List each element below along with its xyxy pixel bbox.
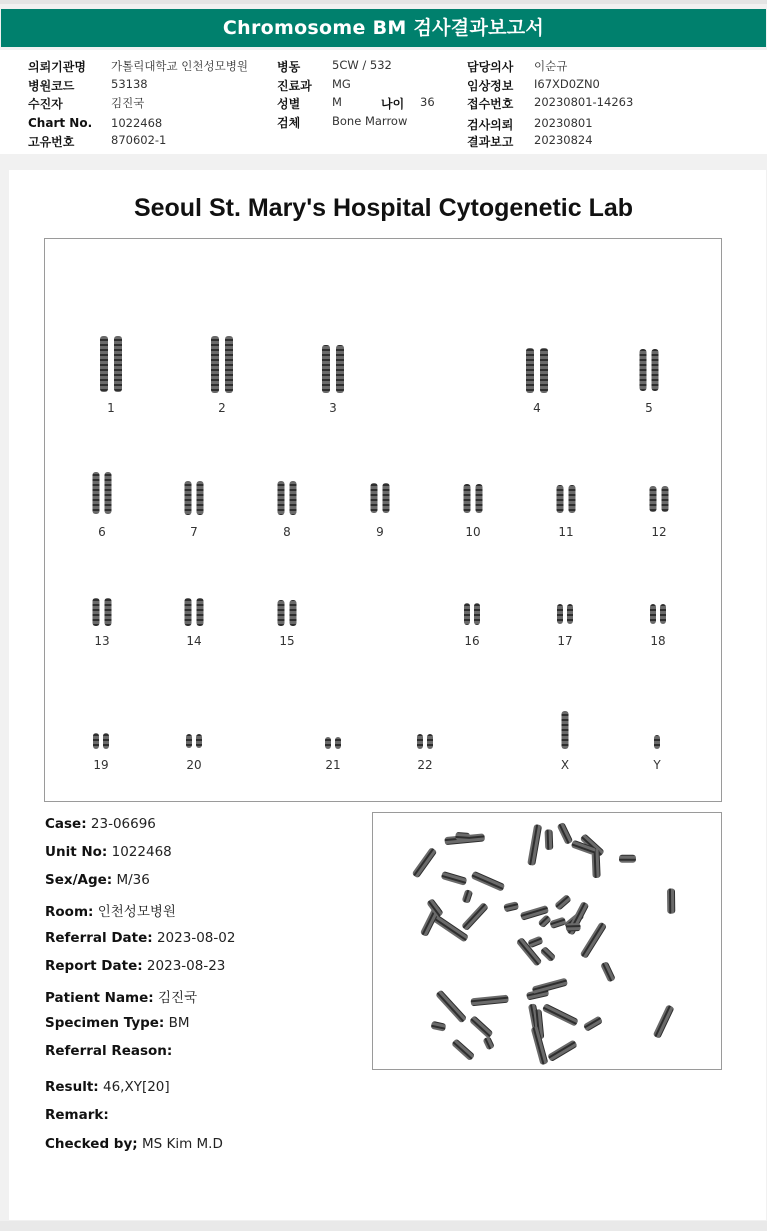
referral-reason-field: Referral Reason: bbox=[45, 1043, 173, 1059]
lab-title: Seoul St. Mary's Hospital Cytogenetic Lab bbox=[133, 194, 634, 222]
metaphase-chromosome bbox=[531, 1026, 549, 1065]
metaphase-chromosome bbox=[537, 914, 551, 928]
room-field: Room: 인천성모병원 bbox=[45, 904, 176, 920]
metaphase-panel bbox=[372, 812, 722, 1070]
chromosome-label-4: 4 bbox=[533, 401, 541, 415]
info-value-physician: 이순규 bbox=[534, 59, 568, 73]
chromosome-label-21: 21 bbox=[325, 758, 341, 772]
patient-info-panel bbox=[0, 50, 767, 154]
chromosome-label-12: 12 bbox=[651, 525, 667, 539]
chromosome-10-2 bbox=[476, 484, 483, 513]
info-value-chart-no: 1022468 bbox=[111, 116, 163, 130]
chromosome-14-1 bbox=[185, 598, 192, 626]
metaphase-chromosome bbox=[455, 832, 470, 841]
chromosome-20-2 bbox=[196, 734, 202, 748]
metaphase-chromosome bbox=[412, 847, 438, 879]
metaphase-chromosome bbox=[471, 871, 506, 892]
report-title-bar bbox=[1, 9, 766, 47]
chromosome-19-2 bbox=[103, 733, 109, 749]
chromosome-6-2 bbox=[105, 472, 112, 514]
metaphase-chromosome bbox=[566, 923, 581, 931]
info-value-test-request: 20230801 bbox=[534, 116, 593, 130]
info-label-age: 나이 bbox=[381, 97, 405, 111]
info-value-clinical-info: I67XD0ZN0 bbox=[534, 77, 600, 91]
chromosome-18-1 bbox=[650, 604, 656, 624]
info-value-result-report: 20230824 bbox=[534, 133, 593, 147]
metaphase-chromosome bbox=[667, 888, 675, 913]
chromosome-10-1 bbox=[464, 484, 471, 513]
info-label-chart-no: Chart No. bbox=[28, 116, 93, 130]
chromosome-5-2 bbox=[652, 349, 659, 391]
chromosome-11-2 bbox=[569, 485, 576, 513]
metaphase-chromosome bbox=[451, 1038, 475, 1061]
info-label-unique-id: 고유번호 bbox=[28, 135, 75, 149]
chromosome-label-17: 17 bbox=[557, 634, 573, 648]
metaphase-chromosome bbox=[482, 1036, 494, 1050]
info-value-patient: 김진국 bbox=[111, 96, 145, 110]
karyogram-image bbox=[45, 239, 721, 801]
metaphase-chromosome bbox=[527, 824, 542, 866]
chromosome-19-1 bbox=[93, 733, 99, 749]
report-title: Chromosome BM 검사결과보고서 bbox=[222, 17, 545, 39]
info-label-institution: 의뢰기관명 bbox=[28, 60, 86, 74]
chromosome-7-1 bbox=[185, 481, 192, 515]
metaphase-chromosome bbox=[600, 961, 616, 983]
top-border bbox=[0, 0, 767, 4]
chromosome-8-2 bbox=[290, 481, 297, 515]
metaphase-chromosome bbox=[583, 1015, 603, 1031]
chromosome-label-5: 5 bbox=[645, 401, 653, 415]
chromosome-13-1 bbox=[93, 598, 100, 626]
info-value-specimen: Bone Marrow bbox=[332, 114, 408, 128]
chromosome-label-7: 7 bbox=[190, 525, 198, 539]
metaphase-chromosome bbox=[549, 917, 566, 929]
chromosome-15-2 bbox=[290, 600, 297, 626]
remark-field: Remark: bbox=[45, 1107, 109, 1123]
info-label-test-request: 검사의뢰 bbox=[467, 118, 514, 132]
chromosome-2-1 bbox=[211, 336, 219, 393]
chromosome-20-1 bbox=[186, 734, 192, 748]
chromosome-label-14: 14 bbox=[186, 634, 202, 648]
metaphase-chromosome bbox=[653, 1004, 675, 1039]
chromosome-3-2 bbox=[336, 345, 344, 393]
chromosome-14-2 bbox=[197, 598, 204, 626]
bottom-border bbox=[0, 1221, 767, 1231]
chromosome-6-1 bbox=[93, 472, 100, 514]
chromosome-5-1 bbox=[640, 349, 647, 391]
metaphase-chromosome bbox=[545, 829, 554, 850]
sex-age-field: Sex/Age: M/36 bbox=[45, 872, 150, 888]
chromosome-label-13: 13 bbox=[94, 634, 110, 648]
referral-date-field: Referral Date: 2023-08-02 bbox=[45, 930, 236, 946]
chromosome-9-1 bbox=[371, 483, 378, 513]
chromosome-label-20: 20 bbox=[186, 758, 202, 772]
chromosome-label-22: 22 bbox=[417, 758, 433, 772]
metaphase-chromosome bbox=[547, 1039, 578, 1062]
chromosome-label-6: 6 bbox=[98, 525, 106, 539]
chromosome-4-1 bbox=[526, 348, 534, 393]
info-label-department: 진료과 bbox=[277, 79, 312, 93]
case-field: Case: 23-06696 bbox=[45, 816, 156, 832]
metaphase-chromosome bbox=[532, 978, 568, 995]
chromosome-label-11: 11 bbox=[558, 525, 574, 539]
info-label-physician: 담당의사 bbox=[467, 60, 514, 74]
chromosome-label-2: 2 bbox=[218, 401, 226, 415]
chromosome-8-1 bbox=[278, 481, 285, 515]
chromosome-2-2 bbox=[225, 336, 233, 393]
chromosome-22-2 bbox=[427, 734, 433, 749]
chromosome-12-1 bbox=[650, 486, 657, 512]
chromosome-15-1 bbox=[278, 600, 285, 626]
metaphase-chromosome bbox=[462, 889, 474, 904]
specimen-type-field: Specimen Type: BM bbox=[45, 1015, 190, 1031]
info-label-patient: 수진자 bbox=[28, 97, 63, 111]
chromosome-label-15: 15 bbox=[279, 634, 295, 648]
unit-no-field: Unit No: 1022468 bbox=[45, 844, 172, 860]
metaphase-chromosome bbox=[540, 946, 557, 962]
chromosome-16-2 bbox=[474, 603, 480, 625]
info-value-institution: 가톨릭대학교 인천성모병원 bbox=[111, 59, 248, 73]
info-label-clinical-info: 임상정보 bbox=[467, 79, 514, 93]
info-value-accession-no: 20230801-14263 bbox=[534, 95, 634, 109]
metaphase-image bbox=[373, 813, 721, 1069]
info-label-accession-no: 접수번호 bbox=[467, 97, 514, 111]
info-value-ward: 5CW / 532 bbox=[332, 58, 392, 72]
karyogram-panel bbox=[44, 238, 722, 802]
info-label-result-report: 결과보고 bbox=[467, 135, 514, 149]
chromosome-21-1 bbox=[325, 737, 331, 749]
chromosome-label-8: 8 bbox=[283, 525, 291, 539]
chromosome-label-10: 10 bbox=[465, 525, 481, 539]
chromosome-18-2 bbox=[660, 604, 666, 624]
chromosome-label-16: 16 bbox=[464, 634, 480, 648]
chromosome-13-2 bbox=[105, 598, 112, 626]
patient-name-field: Patient Name: 김진국 bbox=[45, 990, 198, 1006]
info-value-unique-id: 870602-1 bbox=[111, 133, 167, 147]
chromosome-7-2 bbox=[197, 481, 204, 515]
metaphase-chromosome bbox=[554, 894, 572, 911]
chromosome-11-1 bbox=[557, 485, 564, 513]
chromosome-X bbox=[562, 711, 569, 749]
chromosome-12-2 bbox=[662, 486, 669, 512]
checked-by-field: Checked by; MS Kim M.D bbox=[45, 1136, 223, 1152]
chromosome-9-2 bbox=[383, 483, 390, 513]
chromosome-label-X: X bbox=[560, 758, 570, 772]
chromosome-16-1 bbox=[464, 603, 470, 625]
chromosome-label-18: 18 bbox=[650, 634, 666, 648]
chromosome-22-1 bbox=[417, 734, 423, 749]
report-date-field: Report Date: 2023-08-23 bbox=[45, 958, 226, 974]
chromosome-4-2 bbox=[540, 348, 548, 393]
metaphase-chromosome bbox=[431, 1021, 447, 1032]
metaphase-chromosome bbox=[503, 901, 519, 912]
metaphase-chromosome bbox=[441, 871, 468, 886]
metaphase-chromosome bbox=[435, 989, 467, 1023]
chromosome-label-19: 19 bbox=[93, 758, 109, 772]
chromosome-17-2 bbox=[567, 604, 573, 624]
chromosome-Y bbox=[654, 735, 660, 749]
metaphase-chromosome bbox=[580, 922, 608, 959]
chromosome-1-2 bbox=[114, 336, 122, 392]
info-label-ward: 병동 bbox=[277, 60, 301, 74]
info-label-specimen: 검체 bbox=[277, 116, 301, 130]
chromosome-21-2 bbox=[335, 737, 341, 749]
metaphase-chromosome bbox=[470, 995, 508, 1007]
chromosome-label-9: 9 bbox=[376, 525, 384, 539]
info-value-age: 36 bbox=[420, 95, 435, 109]
metaphase-chromosome bbox=[461, 902, 489, 931]
metaphase-chromosome bbox=[542, 1003, 579, 1027]
result-field: Result: 46,XY[20] bbox=[45, 1079, 170, 1095]
chromosome-17-1 bbox=[557, 604, 563, 624]
metaphase-chromosome bbox=[557, 822, 574, 845]
metaphase-chromosome bbox=[469, 1015, 494, 1039]
chromosome-3-1 bbox=[322, 345, 330, 393]
info-label-hospital-code: 병원코드 bbox=[28, 79, 75, 93]
metaphase-chromosome bbox=[619, 855, 636, 863]
info-value-sex: M bbox=[332, 95, 342, 109]
info-label-sex: 성별 bbox=[277, 97, 301, 111]
chromosome-1-1 bbox=[100, 336, 108, 392]
info-value-hospital-code: 53138 bbox=[111, 77, 148, 91]
chromosome-label-Y: Y bbox=[653, 758, 661, 772]
info-value-department: MG bbox=[332, 77, 351, 91]
chromosome-label-1: 1 bbox=[107, 401, 115, 415]
chromosome-label-3: 3 bbox=[329, 401, 337, 415]
